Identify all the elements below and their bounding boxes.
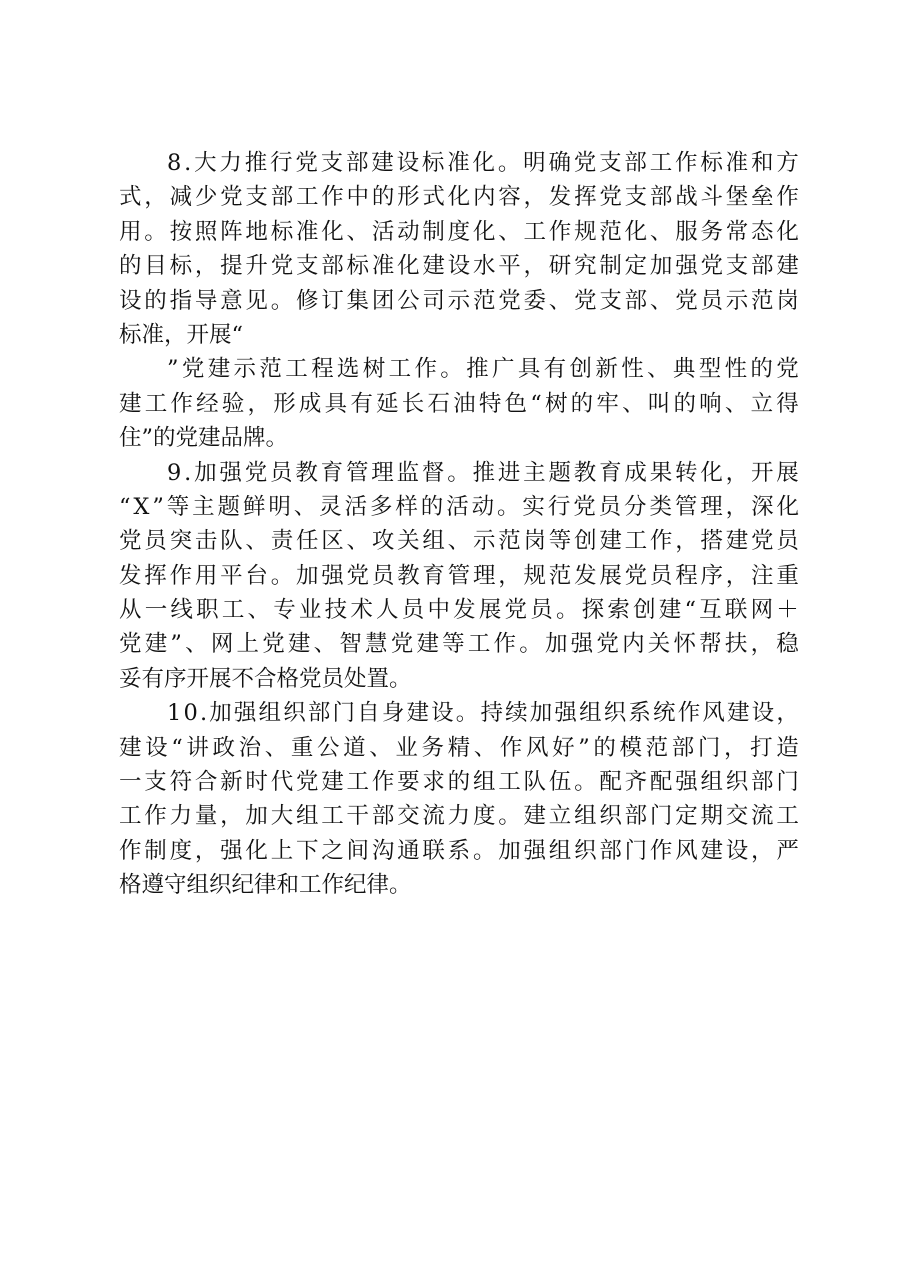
paragraph-8-line-5: 设 的 指 导 意 见 。 修 订 集 团 公 司 示 范 党 委 、 党 支 部 、 党 员 示 范 岗 xyxy=(119,287,799,314)
paragraph-8-line-9: 住”的党建品牌。 xyxy=(119,425,289,452)
document-body xyxy=(119,146,799,903)
paragraph-8-line-7: ” 党 建 示 范 工 程 选 树 工 作 。 推 广 具 有 创 新 性 、 典 型 性 的 党 xyxy=(167,356,799,383)
paragraph-9-line-3: 党 员 突 击 队 、 责 任 区 、 攻 关 组 、 示 范 岗 等 创 建 工 作 ， 搭 建 党 员 xyxy=(119,528,799,555)
paragraph-8-line-4: 的 目 标 ， 提 升 党 支 部 标 准 化 建 设 水 平 ， 研 究 制 定 加 强 党 支 部 建 xyxy=(119,253,799,280)
paragraph-9-line-6: 党 建 ” 、 网 上 党 建 、 智 慧 党 建 等 工 作 。 加 强 党 内 关 怀 帮 扶 ， 稳 xyxy=(119,631,799,658)
paragraph-9-line-4: 发 挥 作 用 平 台 。 加 强 党 员 教 育 管 理 ， 规 范 发 展 党 员 程 序 ， 注 重 xyxy=(119,562,799,589)
paragraph-10-line-6: 格遵守组织纪律和工作纪律。 xyxy=(119,872,412,899)
paragraph-9-line-5: 从 一 线 职 工 、 专 业 技 术 人 员 中 发 展 党 员 。 探 索 创 建 “ 互 联 网 ＋ xyxy=(119,597,799,624)
paragraph-10-line-1: 1 0 . 加 强 组 织 部 门 自 身 建 设 。 持 续 加 强 组 织 系 统 作 风 建 设 ， xyxy=(167,700,799,727)
paragraph-9-line-2: “ X ” 等 主 题 鲜 明 、 灵 活 多 样 的 活 动 。 实 行 党 员 分 类 管 理 ， 深 化 xyxy=(119,493,799,520)
paragraph-8-line-1: 8 . 大 力 推 行 党 支 部 建 设 标 准 化 。 明 确 党 支 部 工 作 标 准 和 方 xyxy=(167,150,799,176)
paragraph-10-line-3: 一 支 符 合 新 时 代 党 建 工 作 要 求 的 组 工 队 伍 。 配 齐 配 强 组 织 部 门 xyxy=(119,769,799,796)
paragraph-9-line-1: 9 . 加 强 党 员 教 育 管 理 监 督 。 推 进 主 题 教 育 成 果 转 化 ， 开 展 xyxy=(167,459,799,486)
paragraph-8-line-3: 用 。 按 照 阵 地 标 准 化 、 活 动 制 度 化 、 工 作 规 范 化 、 服 务 常 态 化 xyxy=(119,218,799,245)
paragraph-9-line-7: 妥有序开展不合格党员处置。 xyxy=(119,665,412,692)
paragraph-8-line-2: 式 ， 减 少 党 支 部 工 作 中 的 形 式 化 内 容 ， 发 挥 党 支 部 战 斗 堡 垒 作 xyxy=(119,184,799,211)
paragraph-10-line-5: 作 制 度 ， 强 化 上 下 之 间 沟 通 联 系 。 加 强 组 织 部 门 作 风 建 设 ， 严 xyxy=(119,837,799,864)
paragraph-10-line-4: 工 作 力 量 ， 加 大 组 工 干 部 交 流 力 度 。 建 立 组 织 部 门 定 期 交 流 工 xyxy=(119,803,799,830)
paragraph-10-line-2: 建 设 “ 讲 政 治 、 重 公 道 、 业 务 精 、 作 风 好 ” 的 模 范 部 门 ， 打 造 xyxy=(119,734,799,761)
paragraph-8-line-8: 建 工 作 经 验 ， 形 成 具 有 延 长 石 油 特 色 “ 树 的 牢 、 叫 的 响 、 立 得 xyxy=(119,390,799,417)
paragraph-8-line-6: 标准，开展“ xyxy=(119,321,244,348)
